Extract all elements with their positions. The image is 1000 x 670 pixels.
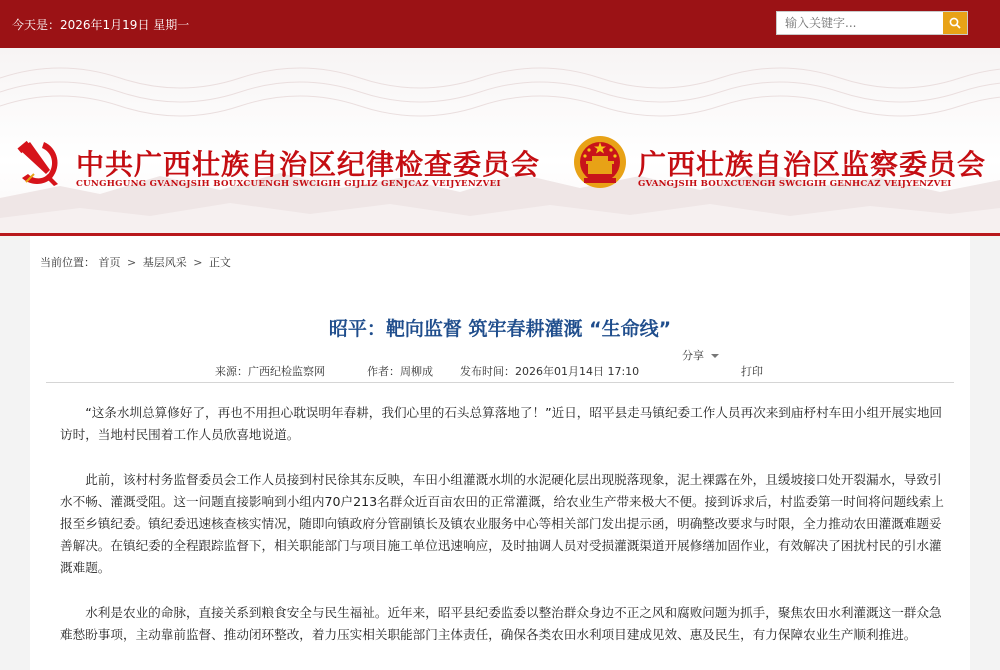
article-paragraph: 此前，该村村务监督委员会工作人员接到村民徐其东反映，车田小组灌溉水圳的水泥硬化层出现脱落现象，泥土裸露在外，且缓坡接口处开裂漏水，导致引水不畅、灌溉受阻。这一问题直接影响到小组内70户213名群众近百亩农田的正常灌溉，给农业生产带来极大不便。接到诉求后，村监委第一时间将问题线索上报至乡镇纪委。镇纪委迅速核查核实情况，随即向镇政府分管副镇长及镇农业服务中心等相关部门发出提示函，明确整改要求与时限，全力推动农田灌溉难题妥善解决。在镇纪委的全程跟踪监督下，相关职能部门与项目施工单位迅速响应，及时抽调人员对受损灌溉渠道开展修缮加固作业，有效解决了困扰村民的引水灌溉难题。 <box>60 472 944 575</box>
party-emblem-icon <box>14 136 64 188</box>
breadcrumb-separator: > <box>127 256 137 269</box>
org2-name: 广西壮族自治区监察委员会 <box>638 148 987 181</box>
article-author: 作者：周柳成 <box>367 365 433 378</box>
print-button[interactable]: 打印 <box>741 365 763 378</box>
national-emblem-icon <box>572 134 628 190</box>
breadcrumb-separator: > <box>193 256 203 269</box>
chevron-down-icon <box>711 353 719 359</box>
search-input[interactable] <box>777 12 943 34</box>
search-box[interactable] <box>776 11 968 35</box>
search-button[interactable] <box>943 12 967 34</box>
search-icon <box>949 17 961 29</box>
article-body <box>60 402 946 669</box>
meta-divider <box>46 382 954 383</box>
share-button[interactable] <box>682 347 719 363</box>
article-container <box>30 236 970 670</box>
org1-romanized-name: CUNGHGUNG GVANGJSIH BOUXCUENGH SWCIGIH GIJLIZ GENJCAZ VEIJYENZVEI <box>76 179 501 189</box>
breadcrumb-home[interactable]: 首页 <box>98 256 121 269</box>
org2-romanized-name: GVANGJSIH BOUXCUENGH SWCIGIH GENHCAZ VEIJYENZVEI <box>638 179 952 189</box>
current-date: 今天是：2026年1月19日 星期一 <box>12 18 190 32</box>
banner-background-pattern <box>0 48 1000 236</box>
header-banner <box>0 48 1000 236</box>
breadcrumb <box>40 254 231 270</box>
article-paragraph: 水利是农业的命脉，直接关系到粮食安全与民生福祉。近年来，昭平县纪委监委以整治群众身边不正之风和腐败问题为抓手，聚焦农田水利灌溉这一群众急难愁盼事项，主动靠前监督、推动闭环整改，着力压实相关职能部门主体责任，确保各类农田水利项目建成见效、惠及民生，有力保障农业生产顺利推进。 <box>60 605 942 642</box>
breadcrumb-section[interactable]: 基层风采 <box>142 256 187 269</box>
article-paragraph: “这条水圳总算修好了，再也不用担心耽误明年春耕，我们心里的石头总算落地了！”近日，昭平县走马镇纪委工作人员再次来到庙杼村车田小组开展实地回访时，当地村民围着工作人员欣喜地说道。 <box>60 405 943 442</box>
breadcrumb-prefix: 当前位置： <box>40 256 95 269</box>
article-source: 来源：广西纪检监察网 <box>215 365 325 378</box>
top-bar <box>0 0 1000 48</box>
article-publish-time: 发布时间：2026年01月14日 17:10 <box>460 365 640 378</box>
org1-name: 中共广西壮族自治区纪律检查委员会 <box>76 148 541 181</box>
breadcrumb-current: 正文 <box>208 256 231 269</box>
share-label: 分享 <box>682 349 704 362</box>
article-title: 昭平：靶向监督 筑牢春耕灌溉 “生命线” <box>328 318 672 340</box>
